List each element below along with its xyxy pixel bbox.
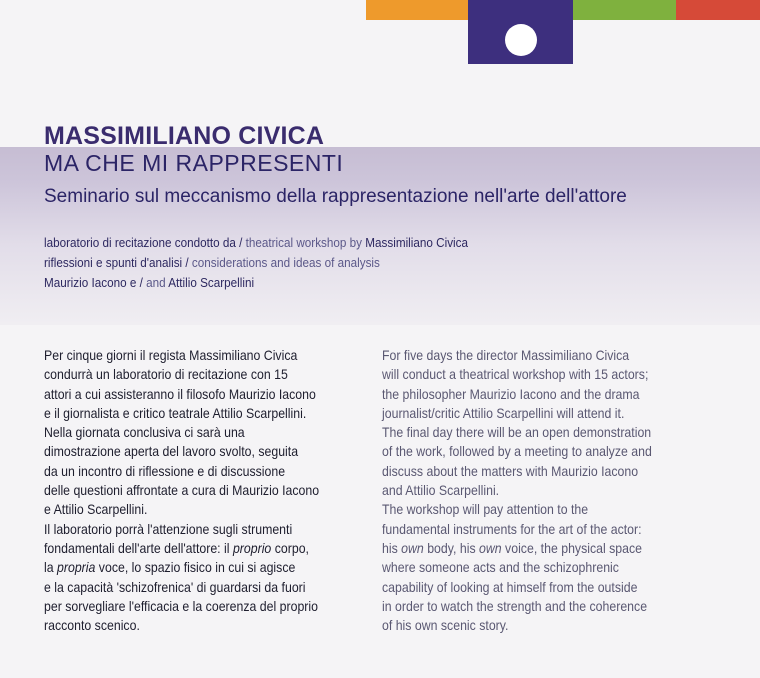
- body-line: of his own scenic story.: [382, 617, 509, 634]
- body-line: e la capacità 'schizofrenica' di guardarsi da fuori: [44, 578, 306, 595]
- credit-person: Maurizio Iacono e /: [44, 275, 147, 290]
- credits-line: [44, 233, 468, 253]
- text-run: fondamentali dell'arte dell'attore: il: [44, 539, 233, 556]
- body-line: The final day there will be an open demonstration: [382, 424, 652, 441]
- credit-role-it: laboratorio di recitazione condotto da /: [44, 235, 246, 250]
- credit-role-en: theatrical workshop by: [245, 235, 366, 250]
- body-line: capability of looking at himself from the outside: [382, 578, 638, 595]
- color-bar-red: [676, 0, 760, 20]
- body-line: in order to watch the strength and the coherence: [382, 597, 648, 614]
- text-run: his: [382, 539, 402, 556]
- credits-block: [44, 233, 468, 293]
- text-run: voice, the physical space: [501, 539, 643, 556]
- credit-role-it: riflessioni e spunti d'analisi /: [44, 255, 192, 270]
- italian-column: [44, 346, 365, 635]
- body-line: and Attilio Scarpellini.: [382, 482, 500, 499]
- emphasis: own: [479, 539, 502, 556]
- body-line: For five days the director Massimiliano Civica: [382, 347, 630, 363]
- credit-role-en: and: [146, 275, 169, 290]
- english-column: [382, 346, 706, 635]
- body-line: Per cinque giorni il regista Massimiliano Civica: [44, 347, 298, 363]
- page-subtitle: Seminario sul meccanismo della rappresentazione nell'arte dell'attore: [44, 186, 627, 207]
- credit-role-en: considerations and ideas of analysis: [191, 255, 380, 270]
- body-line: attori a cui assisteranno il filosofo Maurizio Iacono: [44, 385, 316, 402]
- body-line: of the work, followed by a meeting to analyze and: [382, 443, 652, 460]
- body-line: the philosopher Maurizio Iacono and the drama: [382, 385, 640, 402]
- body-line: [382, 539, 706, 558]
- body-line: where someone acts and the schizophrenic: [382, 559, 619, 576]
- credit-person: Attilio Scarpellini: [168, 275, 255, 290]
- body-line: Nella giornata conclusiva ci sarà una: [44, 424, 245, 441]
- body-line: delle questioni affrontate a cura di Maurizio Iacono: [44, 482, 320, 499]
- white-circle-icon: [505, 24, 537, 56]
- body-line: [44, 539, 365, 558]
- body-line: journalist/critic Attilio Scarpellini will attend it.: [382, 404, 625, 421]
- page-title: MA CHE MI RAPPRESENTI: [44, 150, 344, 176]
- body-line: per sorvegliare l'efficacia e la coerenza del proprio: [44, 597, 319, 614]
- credits-line: [44, 273, 468, 293]
- body-line: dimostrazione aperta del lavoro svolto, seguita: [44, 443, 299, 460]
- body-line: will conduct a theatrical workshop with 15 actors;: [382, 366, 649, 383]
- body-line: The workshop will pay attention to the: [382, 501, 589, 518]
- body-line: e il giornalista e critico teatrale Attilio Scarpellini.: [44, 404, 307, 421]
- body-line: discuss about the matters with Maurizio Iacono: [382, 462, 639, 479]
- body-line: da un incontro di riflessione e di discussione: [44, 462, 286, 479]
- body-line: racconto scenico.: [44, 617, 140, 634]
- emphasis: own: [401, 539, 424, 556]
- author-name: MASSIMILIANO CIVICA: [44, 122, 325, 150]
- text-run: la: [44, 559, 58, 576]
- emphasis: propria: [57, 559, 96, 576]
- credit-person: Massimiliano Civica: [365, 235, 469, 250]
- color-bar-green: [573, 0, 676, 20]
- body-line: Il laboratorio porrà l'attenzione sugli strumenti: [44, 520, 293, 537]
- credits-line: [44, 253, 468, 273]
- body-line: fundamental instruments for the art of the actor:: [382, 520, 642, 537]
- color-bar-orange: [366, 0, 468, 20]
- emphasis: proprio: [232, 539, 272, 556]
- body-line: condurrà un laboratorio di recitazione con 15: [44, 366, 288, 383]
- text-run: corpo,: [271, 539, 309, 556]
- body-line: [44, 558, 365, 577]
- body-line: e Attilio Scarpellini.: [44, 501, 148, 518]
- text-run: voce, lo spazio fisico in cui si agisce: [95, 559, 296, 576]
- text-run: body, his: [423, 539, 480, 556]
